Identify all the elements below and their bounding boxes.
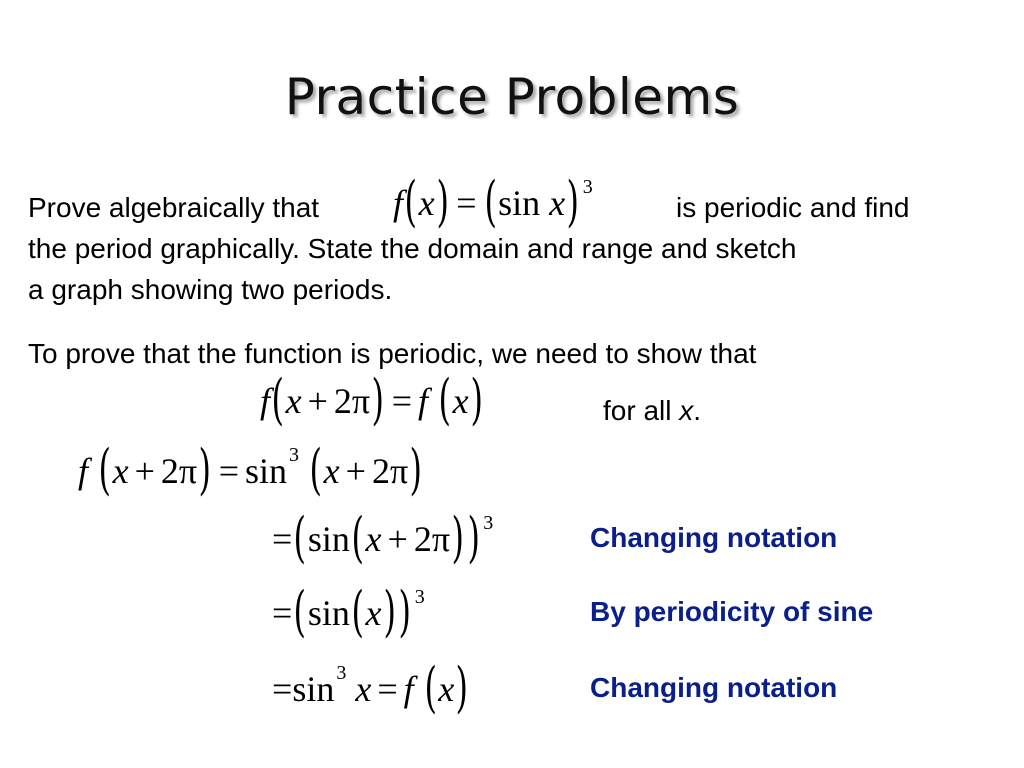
intro-line-1-start: Prove algebraically that [28,192,320,223]
equals-sign: = [218,451,240,491]
paren: ) [198,439,212,502]
step-4-equation [272,657,470,720]
sin-function: sin [307,519,350,559]
paren: ) [371,369,385,432]
paren: ) [436,171,449,234]
equals-sign: = [391,381,413,421]
paren: ) [398,581,412,644]
paren: ) [566,171,580,234]
var-x: x [355,669,372,709]
paren: ( [293,507,307,570]
paren: ( [293,581,307,644]
var-x: x [438,669,455,709]
paren: ( [438,369,452,432]
exponent: 3 [582,176,593,198]
intro-line-2: the period graphically. State the domain and range and sketch [28,233,797,264]
exponent: 3 [336,662,347,684]
paren: ( [98,439,112,502]
paren: ) [467,507,480,570]
paren: ( [424,657,437,720]
intro-line-1-end: is periodic and find [676,192,910,223]
intro-line-3: a graph showing two periods. [28,274,393,305]
paren: ( [351,507,364,570]
equals-sign: = [272,519,293,559]
equals-sign: = [377,669,398,709]
paren: ( [484,171,497,234]
var-x: x [323,451,340,491]
for-all-text: for all [603,395,680,426]
var-x: x [112,451,129,491]
step-1-equation [78,439,424,502]
function-f: f [393,183,404,223]
paren: ) [455,657,469,720]
prove-statement: To prove that the function is periodic, we need to show that [28,338,757,369]
function-f: f [78,451,89,491]
sin-function: sin [245,451,288,491]
function-f: f [418,381,429,421]
plus-sign: + [307,381,328,421]
two-pi: 2π [413,519,451,559]
paren: ) [470,369,483,432]
sin-function: sin [292,669,335,709]
paren: ) [383,581,396,644]
function-f: f [260,381,271,421]
step-2-equation [272,507,494,570]
equals-sign: = [272,669,293,709]
plus-sign: + [387,519,408,559]
var-x: x [549,183,566,223]
two-pi: 2π [160,451,198,491]
function-f: f [403,669,414,709]
equals-sign: = [272,593,293,633]
var-x: x [365,519,382,559]
plus-sign: + [134,451,155,491]
goal-equation [260,369,484,432]
two-pi: 2π [333,381,371,421]
sin-function: sin [307,593,350,633]
for-all-period: . [693,395,702,426]
sin-function: sin [498,183,541,223]
paren: ( [404,171,418,234]
step-3-note: By periodicity of sine [590,596,874,627]
var-x: x [452,381,469,421]
exponent: 3 [289,444,300,466]
step-4-note: Changing notation [590,672,838,703]
for-all-x [603,390,701,431]
var-x: x [285,381,302,421]
paren: ) [409,439,423,502]
paren: ( [271,369,285,432]
equals-sign: = [456,183,477,223]
paren: ( [309,439,323,502]
step-3-equation [272,581,425,644]
var-x: x [418,183,435,223]
var-x: x [365,593,382,633]
function-definition [393,171,593,234]
plus-sign: + [345,451,366,491]
exponent: 3 [483,512,494,534]
paren: ( [351,581,364,644]
for-all-var: x [679,395,694,426]
two-pi: 2π [371,451,409,491]
step-2-note: Changing notation [590,522,838,553]
slide-title: Practice Problems [284,68,740,126]
exponent: 3 [414,586,425,608]
paren: ) [451,507,465,570]
